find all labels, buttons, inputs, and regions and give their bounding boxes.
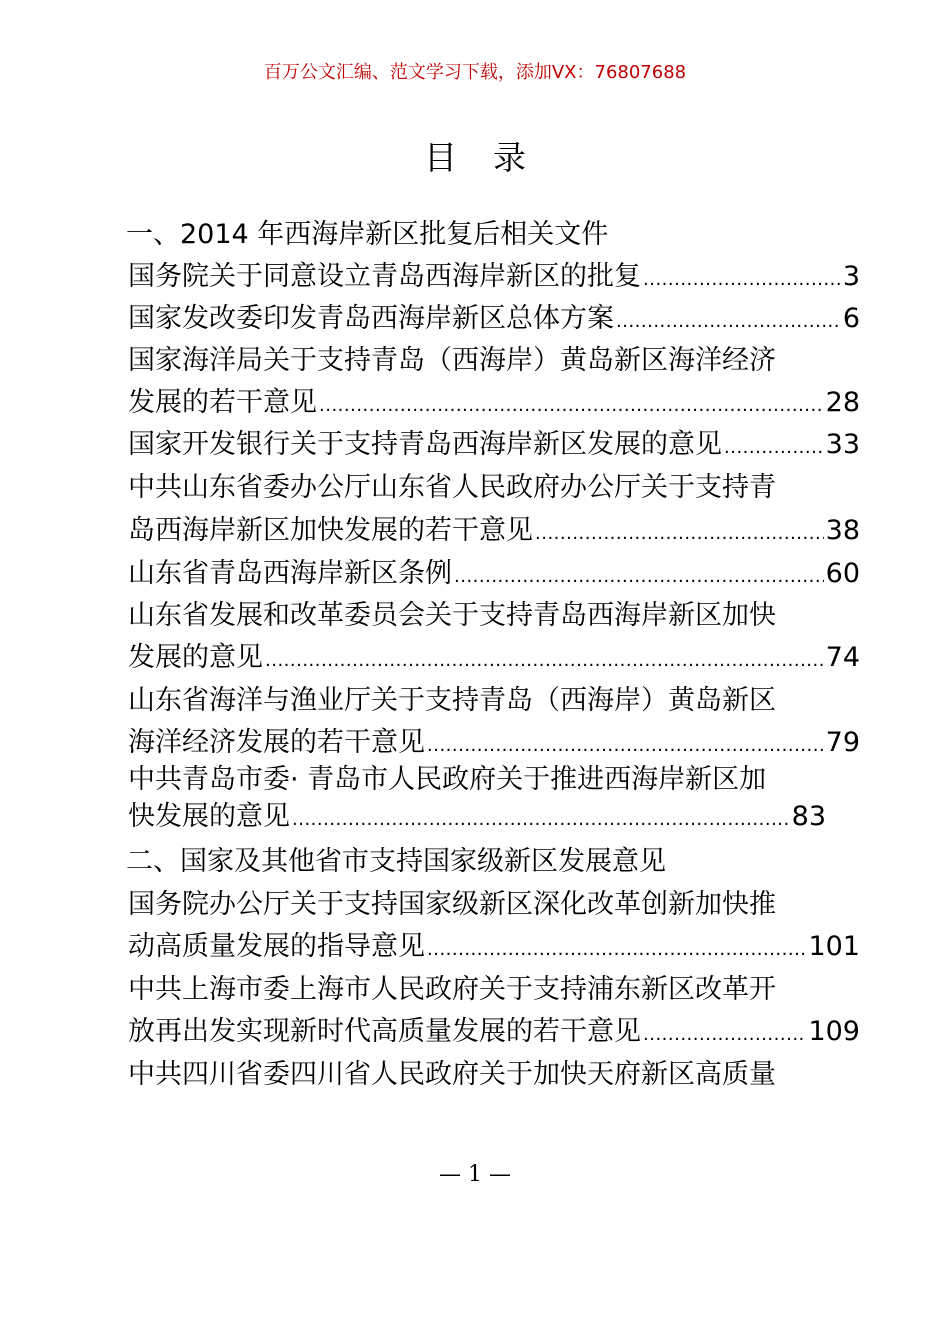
toc-page-number: 101: [808, 931, 860, 962]
dot-leader: [535, 514, 824, 551]
toc-entry-1[interactable]: [128, 260, 860, 297]
dot-leader: [292, 800, 790, 837]
toc-entry-9-line-1[interactable]: 中共青岛市委· 青岛市人民政府关于推进西海岸新区加: [128, 764, 767, 795]
toc-entry-2[interactable]: [128, 302, 860, 339]
toc-entry-11-line-1[interactable]: 中共上海市委上海市人民政府关于支持浦东新区改革开: [128, 974, 776, 1005]
toc-page-number: 28: [825, 387, 860, 418]
toc-entry-title: 山东省青岛西海岸新区条例: [128, 558, 452, 589]
toc-section-1: 一、2014 年西海岸新区批复后相关文件: [126, 219, 609, 250]
toc-entry-12-line-1[interactable]: 中共四川省委四川省人民政府关于加快天府新区高质量: [128, 1059, 776, 1090]
toc-entry-11[interactable]: [128, 1015, 860, 1052]
toc-entry-8[interactable]: [128, 726, 860, 763]
toc-page-number: 38: [825, 515, 860, 546]
toc-entry-title: 海洋经济发展的若干意见: [128, 727, 425, 758]
dot-leader: [643, 1015, 806, 1052]
toc-entry-title: 动高质量发展的指导意见: [128, 931, 425, 962]
toc-section-2: 二、国家及其他省市支持国家级新区发展意见: [126, 846, 666, 877]
dot-leader: [427, 726, 824, 763]
toc-page-number: 74: [825, 642, 860, 673]
dot-leader: [616, 302, 841, 339]
dot-leader: [265, 641, 824, 678]
toc-page-number: 6: [842, 303, 860, 334]
dot-leader: [427, 930, 806, 967]
page-title: 目录: [424, 138, 562, 177]
toc-entry-title: 岛西海岸新区加快发展的若干意见: [128, 515, 533, 546]
toc-entry-7[interactable]: [128, 641, 860, 678]
toc-entry-3-line-1[interactable]: 国家海洋局关于支持青岛（西海岸）黄岛新区海洋经济: [128, 345, 776, 376]
dot-leader: [724, 428, 824, 465]
toc-entry-8-line-1[interactable]: 山东省海洋与渔业厅关于支持青岛（西海岸）黄岛新区: [128, 685, 776, 716]
page-number-footer: — 1 —: [439, 1162, 511, 1187]
toc-entry-4[interactable]: [128, 428, 860, 465]
toc-page-number: 79: [825, 727, 860, 758]
toc-entry-5-line-1[interactable]: 中共山东省委办公厅山东省人民政府办公厅关于支持青: [128, 472, 776, 503]
dot-leader: [319, 386, 824, 423]
toc-entry-3[interactable]: [128, 386, 860, 423]
toc-entry-10-line-1[interactable]: 国务院办公厅关于支持国家级新区深化改革创新加快推: [128, 889, 776, 920]
toc-entry-title: 国家发改委印发青岛西海岸新区总体方案: [128, 303, 614, 334]
toc-page-number: 3: [842, 261, 860, 292]
toc-entry-title: 国务院关于同意设立青岛西海岸新区的批复: [128, 261, 641, 292]
toc-entry-5[interactable]: [128, 514, 860, 551]
toc-entry-title: 国家开发银行关于支持青岛西海岸新区发展的意见: [128, 429, 722, 460]
toc-entry-title: 发展的意见: [128, 642, 263, 673]
toc-entry-title: 快发展的意见: [128, 801, 290, 832]
toc-entry-6[interactable]: [128, 557, 860, 594]
toc-page-number: 109: [808, 1016, 860, 1047]
header-banner: 百万公文汇编、范文学习下载，添加VX：76807688: [263, 62, 687, 83]
toc-page-number: 60: [825, 558, 860, 589]
toc-page-number: 33: [825, 429, 860, 460]
toc-entry-10[interactable]: [128, 930, 860, 967]
toc-entry-9[interactable]: [128, 800, 826, 837]
toc-entry-title: 放再出发实现新时代高质量发展的若干意见: [128, 1016, 641, 1047]
dot-leader: [643, 260, 841, 297]
toc-entry-7-line-1[interactable]: 山东省发展和改革委员会关于支持青岛西海岸新区加快: [128, 600, 776, 631]
toc-page-number: 83: [791, 801, 826, 832]
dot-leader: [454, 557, 824, 594]
toc-entry-title: 发展的若干意见: [128, 387, 317, 418]
